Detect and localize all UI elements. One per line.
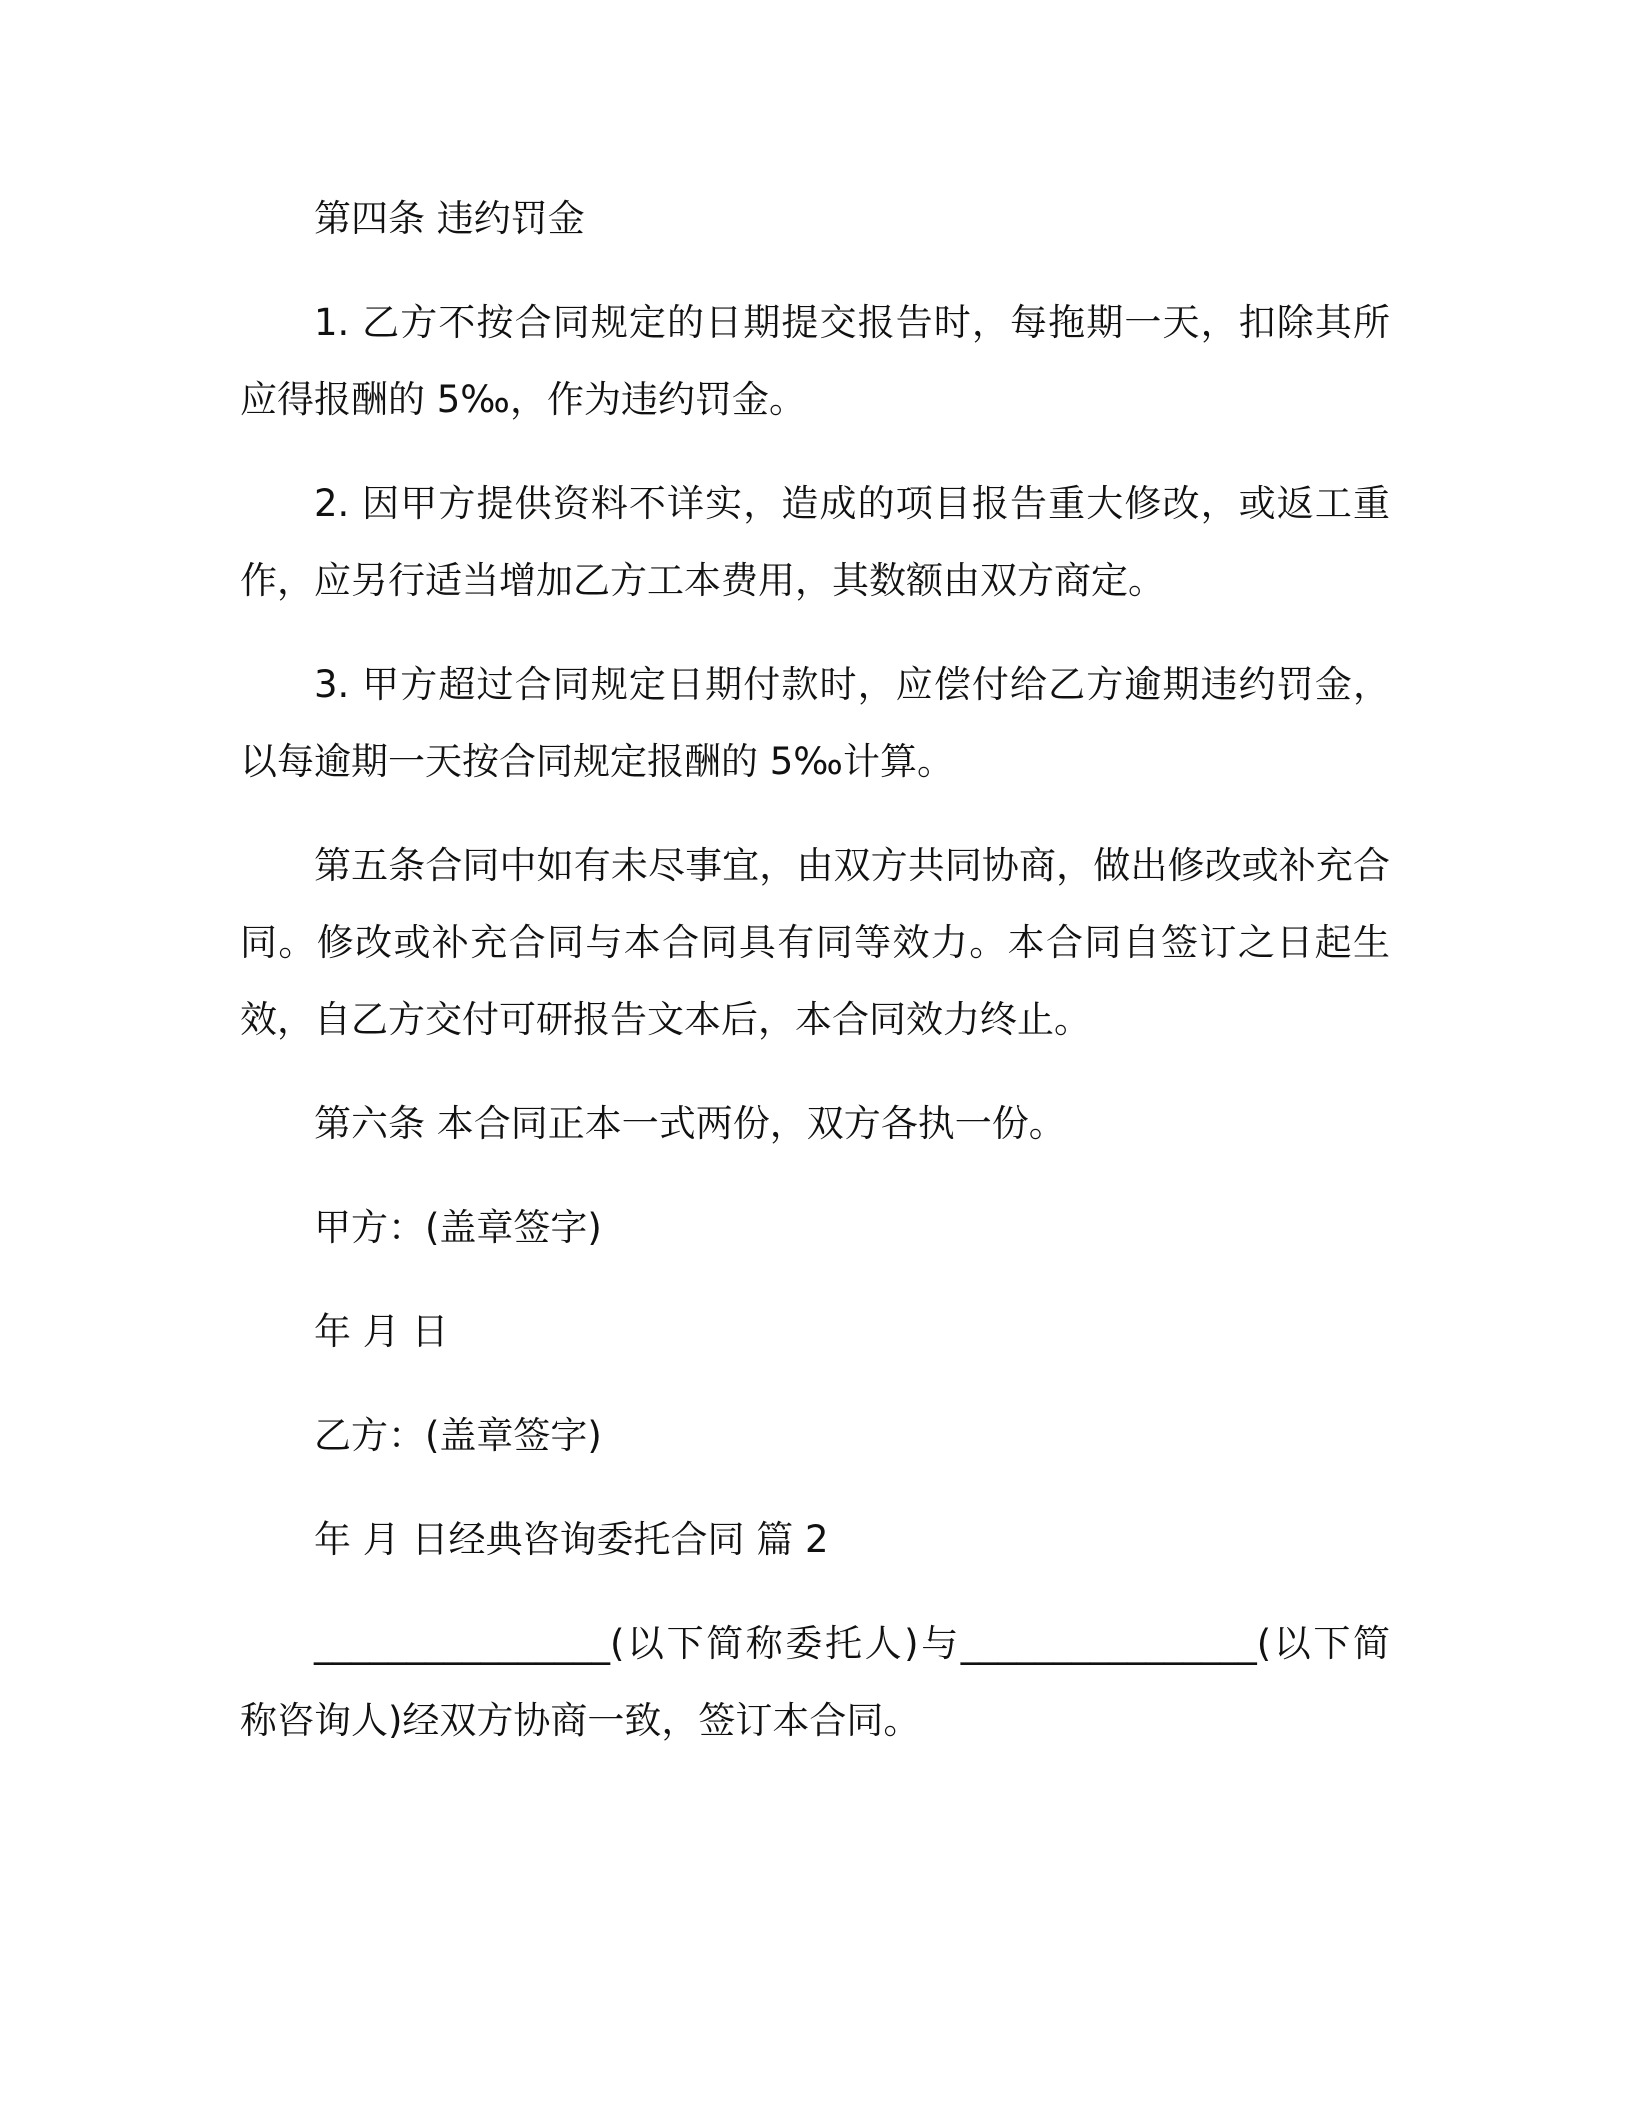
article-6-text: 第六条 本合同正本一式两份，双方各执一份。 <box>314 1102 1066 1145</box>
contract-2-intro: ________________(以下简称委托人)与________________(以下简称咨询人)经双方协商一致，签订本合同。 <box>240 1622 1390 1742</box>
article-4-clause-2: 2. 因甲方提供资料不详实，造成的项目报告重大修改，或返工重作，应另行适当增加乙方工本费用，其数额由双方商定。 <box>240 482 1390 602</box>
article-4-clause-1: 1. 乙方不按合同规定的日期提交报告时，每拖期一天，扣除其所应得报酬的 5‰，作为违约罚金。 <box>240 301 1390 421</box>
document-page <box>240 180 1390 1759</box>
article-4-heading: 第四条 违约罚金 <box>314 197 585 240</box>
party-a-signature: 甲方：(盖章签字) <box>314 1206 602 1249</box>
article-5-text: 第五条合同中如有未尽事宜，由双方共同协商，做出修改或补充合同。修改或补充合同与本合同具有同等效力。本合同自签订之日起生效，自乙方交付可研报告文本后，本合同效力终止。 <box>240 844 1390 1041</box>
party-b-date-and-next-title: 年 月 日经典咨询委托合同 篇 2 <box>314 1518 829 1561</box>
party-a-date: 年 月 日 <box>314 1310 449 1353</box>
article-4-clause-3: 3. 甲方超过合同规定日期付款时，应偿付给乙方逾期违约罚金，以每逾期一天按合同规定报酬的 5‰计算。 <box>240 663 1390 783</box>
party-b-signature: 乙方：(盖章签字) <box>314 1414 602 1457</box>
